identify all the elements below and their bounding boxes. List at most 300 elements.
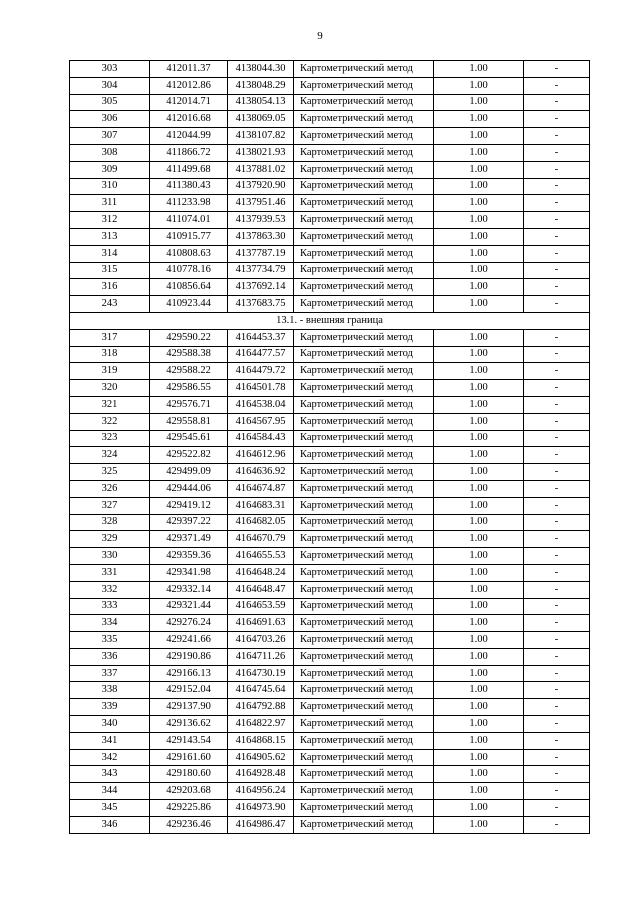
- cell-coord-x: 429180.60: [150, 766, 228, 783]
- cell-method: Картометрический метод: [294, 699, 434, 716]
- cell-coord-y: 4138044.30: [228, 61, 294, 78]
- table-row: [70, 581, 590, 598]
- cell-point-number: 325: [70, 464, 150, 481]
- cell-accuracy: 1.00: [434, 632, 524, 649]
- table-row: [70, 128, 590, 145]
- cell-method: Картометрический метод: [294, 800, 434, 817]
- table-row: [70, 262, 590, 279]
- table-row: [70, 111, 590, 128]
- cell-description: -: [524, 161, 590, 178]
- cell-coord-x: 412044.99: [150, 128, 228, 145]
- cell-description: -: [524, 665, 590, 682]
- cell-description: -: [524, 363, 590, 380]
- cell-method: Картометрический метод: [294, 262, 434, 279]
- cell-point-number: 344: [70, 783, 150, 800]
- cell-method: Картометрический метод: [294, 480, 434, 497]
- cell-method: Картометрический метод: [294, 564, 434, 581]
- cell-point-number: 330: [70, 548, 150, 565]
- table-row: [70, 682, 590, 699]
- table-row: [70, 564, 590, 581]
- cell-coord-x: 429137.90: [150, 699, 228, 716]
- cell-description: -: [524, 682, 590, 699]
- cell-accuracy: 1.00: [434, 363, 524, 380]
- table-row: [70, 480, 590, 497]
- cell-description: -: [524, 783, 590, 800]
- cell-method: Картометрический метод: [294, 682, 434, 699]
- cell-method: Картометрический метод: [294, 749, 434, 766]
- section-heading-row: [70, 312, 590, 329]
- cell-description: -: [524, 447, 590, 464]
- cell-accuracy: 1.00: [434, 94, 524, 111]
- cell-point-number: 313: [70, 228, 150, 245]
- cell-coord-y: 4137734.79: [228, 262, 294, 279]
- cell-coord-x: 429558.81: [150, 413, 228, 430]
- cell-point-number: 329: [70, 531, 150, 548]
- cell-accuracy: 1.00: [434, 396, 524, 413]
- cell-description: -: [524, 380, 590, 397]
- cell-description: -: [524, 346, 590, 363]
- cell-accuracy: 1.00: [434, 665, 524, 682]
- cell-accuracy: 1.00: [434, 581, 524, 598]
- cell-method: Картометрический метод: [294, 128, 434, 145]
- cell-point-number: 346: [70, 816, 150, 833]
- cell-coord-y: 4164822.97: [228, 716, 294, 733]
- cell-method: Картометрический метод: [294, 363, 434, 380]
- cell-point-number: 328: [70, 514, 150, 531]
- cell-method: Картометрический метод: [294, 615, 434, 632]
- cell-method: Картометрический метод: [294, 195, 434, 212]
- cell-method: Картометрический метод: [294, 413, 434, 430]
- cell-method: Картометрический метод: [294, 380, 434, 397]
- cell-coord-y: 4164538.04: [228, 396, 294, 413]
- cell-method: Картометрический метод: [294, 346, 434, 363]
- cell-coord-y: 4137951.46: [228, 195, 294, 212]
- cell-method: Картометрический метод: [294, 94, 434, 111]
- cell-coord-y: 4164501.78: [228, 380, 294, 397]
- cell-coord-x: 429236.46: [150, 816, 228, 833]
- cell-coord-y: 4137692.14: [228, 279, 294, 296]
- cell-accuracy: 1.00: [434, 816, 524, 833]
- cell-coord-y: 4164973.90: [228, 800, 294, 817]
- cell-coord-x: 429576.71: [150, 396, 228, 413]
- table-row: [70, 816, 590, 833]
- cell-point-number: 309: [70, 161, 150, 178]
- cell-coord-y: 4164792.88: [228, 699, 294, 716]
- cell-coord-y: 4164868.15: [228, 732, 294, 749]
- cell-description: -: [524, 245, 590, 262]
- table-row: [70, 195, 590, 212]
- cell-description: -: [524, 514, 590, 531]
- cell-description: -: [524, 195, 590, 212]
- cell-description: -: [524, 111, 590, 128]
- cell-coord-y: 4164956.24: [228, 783, 294, 800]
- cell-coord-x: 429341.98: [150, 564, 228, 581]
- cell-coord-x: 411074.01: [150, 212, 228, 229]
- cell-coord-y: 4164612.96: [228, 447, 294, 464]
- cell-method: Картометрический метод: [294, 548, 434, 565]
- table-row: [70, 783, 590, 800]
- cell-coord-x: 412012.86: [150, 77, 228, 94]
- cell-description: -: [524, 732, 590, 749]
- cell-accuracy: 1.00: [434, 161, 524, 178]
- cell-point-number: 311: [70, 195, 150, 212]
- table-section-heading-group: [70, 312, 590, 329]
- table-row: [70, 363, 590, 380]
- cell-point-number: 318: [70, 346, 150, 363]
- cell-coord-x: 412011.37: [150, 61, 228, 78]
- cell-description: -: [524, 77, 590, 94]
- table-row: [70, 279, 590, 296]
- cell-coord-x: 429444.06: [150, 480, 228, 497]
- cell-point-number: 303: [70, 61, 150, 78]
- cell-point-number: 320: [70, 380, 150, 397]
- table-section-after: [70, 329, 590, 833]
- cell-coord-y: 4138021.93: [228, 144, 294, 161]
- cell-coord-y: 4164711.26: [228, 648, 294, 665]
- cell-accuracy: 1.00: [434, 480, 524, 497]
- cell-accuracy: 1.00: [434, 548, 524, 565]
- cell-coord-y: 4164730.19: [228, 665, 294, 682]
- cell-description: -: [524, 699, 590, 716]
- cell-description: -: [524, 128, 590, 145]
- table-row: [70, 497, 590, 514]
- cell-coord-y: 4138107.82: [228, 128, 294, 145]
- cell-coord-y: 4164648.24: [228, 564, 294, 581]
- cell-method: Картометрический метод: [294, 212, 434, 229]
- table-row: [70, 245, 590, 262]
- section-heading: 13.1. - внешняя граница: [70, 312, 590, 329]
- table-row: [70, 380, 590, 397]
- cell-coord-y: 4164905.62: [228, 749, 294, 766]
- cell-accuracy: 1.00: [434, 77, 524, 94]
- cell-method: Картометрический метод: [294, 178, 434, 195]
- cell-description: -: [524, 430, 590, 447]
- cell-accuracy: 1.00: [434, 783, 524, 800]
- cell-accuracy: 1.00: [434, 615, 524, 632]
- cell-coord-x: 429359.36: [150, 548, 228, 565]
- cell-accuracy: 1.00: [434, 648, 524, 665]
- table-row: [70, 144, 590, 161]
- cell-coord-x: 429225.86: [150, 800, 228, 817]
- cell-coord-y: 4164567.95: [228, 413, 294, 430]
- cell-accuracy: 1.00: [434, 682, 524, 699]
- cell-accuracy: 1.00: [434, 749, 524, 766]
- cell-accuracy: 1.00: [434, 178, 524, 195]
- cell-point-number: 310: [70, 178, 150, 195]
- cell-coord-y: 4164479.72: [228, 363, 294, 380]
- cell-description: -: [524, 648, 590, 665]
- cell-method: Картометрический метод: [294, 430, 434, 447]
- cell-description: -: [524, 749, 590, 766]
- cell-method: Картометрический метод: [294, 61, 434, 78]
- cell-coord-y: 4164477.57: [228, 346, 294, 363]
- cell-point-number: 322: [70, 413, 150, 430]
- cell-coord-x: 411380.43: [150, 178, 228, 195]
- table-row: [70, 413, 590, 430]
- cell-point-number: 314: [70, 245, 150, 262]
- cell-description: -: [524, 464, 590, 481]
- cell-method: Картометрический метод: [294, 111, 434, 128]
- cell-accuracy: 1.00: [434, 329, 524, 346]
- table-row: [70, 329, 590, 346]
- cell-accuracy: 1.00: [434, 195, 524, 212]
- cell-description: -: [524, 480, 590, 497]
- table-row: [70, 800, 590, 817]
- cell-coord-y: 4138069.05: [228, 111, 294, 128]
- cell-description: -: [524, 615, 590, 632]
- cell-description: -: [524, 548, 590, 565]
- cell-coord-y: 4164655.53: [228, 548, 294, 565]
- cell-method: Картометрический метод: [294, 228, 434, 245]
- table-row: [70, 665, 590, 682]
- cell-method: Картометрический метод: [294, 245, 434, 262]
- cell-description: -: [524, 632, 590, 649]
- cell-method: Картометрический метод: [294, 296, 434, 313]
- cell-method: Картометрический метод: [294, 598, 434, 615]
- cell-coord-x: 411499.68: [150, 161, 228, 178]
- cell-coord-x: 411233.98: [150, 195, 228, 212]
- cell-method: Картометрический метод: [294, 447, 434, 464]
- cell-coord-y: 4137787.19: [228, 245, 294, 262]
- cell-coord-y: 4164653.59: [228, 598, 294, 615]
- cell-accuracy: 1.00: [434, 699, 524, 716]
- cell-accuracy: 1.00: [434, 262, 524, 279]
- cell-method: Картометрический метод: [294, 665, 434, 682]
- cell-point-number: 343: [70, 766, 150, 783]
- cell-accuracy: 1.00: [434, 531, 524, 548]
- cell-coord-y: 4164691.63: [228, 615, 294, 632]
- cell-description: -: [524, 228, 590, 245]
- page-number: 9: [317, 30, 323, 42]
- cell-description: -: [524, 262, 590, 279]
- cell-description: -: [524, 178, 590, 195]
- cell-method: Картометрический метод: [294, 464, 434, 481]
- cell-point-number: 342: [70, 749, 150, 766]
- table-row: [70, 447, 590, 464]
- cell-point-number: 305: [70, 94, 150, 111]
- cell-coord-y: 4164928.48: [228, 766, 294, 783]
- cell-coord-x: 429522.82: [150, 447, 228, 464]
- cell-accuracy: 1.00: [434, 128, 524, 145]
- cell-accuracy: 1.00: [434, 430, 524, 447]
- cell-point-number: 323: [70, 430, 150, 447]
- cell-point-number: 315: [70, 262, 150, 279]
- cell-description: -: [524, 531, 590, 548]
- cell-point-number: 339: [70, 699, 150, 716]
- cell-coord-y: 4164682.05: [228, 514, 294, 531]
- cell-coord-x: 412014.71: [150, 94, 228, 111]
- cell-description: -: [524, 329, 590, 346]
- cell-coord-x: 429590.22: [150, 329, 228, 346]
- cell-method: Картометрический метод: [294, 766, 434, 783]
- cell-point-number: 326: [70, 480, 150, 497]
- cell-description: -: [524, 396, 590, 413]
- cell-method: Картометрический метод: [294, 497, 434, 514]
- cell-point-number: 312: [70, 212, 150, 229]
- cell-accuracy: 1.00: [434, 800, 524, 817]
- cell-method: Картометрический метод: [294, 531, 434, 548]
- cell-coord-x: 429166.13: [150, 665, 228, 682]
- table-row: [70, 77, 590, 94]
- cell-method: Картометрический метод: [294, 732, 434, 749]
- cell-coord-x: 429321.44: [150, 598, 228, 615]
- cell-coord-y: 4137683.75: [228, 296, 294, 313]
- cell-description: -: [524, 581, 590, 598]
- table-row: [70, 732, 590, 749]
- table-section-before: [70, 61, 590, 313]
- cell-accuracy: 1.00: [434, 380, 524, 397]
- cell-coord-x: 429588.22: [150, 363, 228, 380]
- table-row: [70, 464, 590, 481]
- cell-method: Картометрический метод: [294, 816, 434, 833]
- cell-coord-y: 4164584.43: [228, 430, 294, 447]
- table-row: [70, 178, 590, 195]
- cell-description: -: [524, 766, 590, 783]
- cell-point-number: 336: [70, 648, 150, 665]
- cell-point-number: 335: [70, 632, 150, 649]
- cell-description: -: [524, 716, 590, 733]
- cell-coord-y: 4137920.90: [228, 178, 294, 195]
- cell-coord-x: 429136.62: [150, 716, 228, 733]
- cell-description: -: [524, 800, 590, 817]
- table-row: [70, 346, 590, 363]
- cell-coord-y: 4164636.92: [228, 464, 294, 481]
- cell-point-number: 324: [70, 447, 150, 464]
- cell-accuracy: 1.00: [434, 564, 524, 581]
- cell-point-number: 316: [70, 279, 150, 296]
- cell-coord-y: 4164670.79: [228, 531, 294, 548]
- cell-coord-x: 429499.09: [150, 464, 228, 481]
- cell-coord-y: 4164453.37: [228, 329, 294, 346]
- cell-point-number: 338: [70, 682, 150, 699]
- cell-coord-y: 4138054.13: [228, 94, 294, 111]
- table-row: [70, 228, 590, 245]
- cell-coord-x: 410778.16: [150, 262, 228, 279]
- cell-method: Картометрический метод: [294, 783, 434, 800]
- cell-method: Картометрический метод: [294, 161, 434, 178]
- cell-description: -: [524, 598, 590, 615]
- cell-coord-x: 410856.64: [150, 279, 228, 296]
- cell-point-number: 332: [70, 581, 150, 598]
- table-row: [70, 648, 590, 665]
- cell-coord-x: 410915.77: [150, 228, 228, 245]
- cell-coord-y: 4164703.26: [228, 632, 294, 649]
- cell-accuracy: 1.00: [434, 212, 524, 229]
- cell-accuracy: 1.00: [434, 111, 524, 128]
- cell-coord-y: 4164745.64: [228, 682, 294, 699]
- cell-method: Картометрический метод: [294, 632, 434, 649]
- cell-accuracy: 1.00: [434, 464, 524, 481]
- cell-coord-x: 429332.14: [150, 581, 228, 598]
- cell-coord-x: 429276.24: [150, 615, 228, 632]
- cell-coord-x: 429203.68: [150, 783, 228, 800]
- table-row: [70, 161, 590, 178]
- cell-coord-x: 429190.86: [150, 648, 228, 665]
- cell-accuracy: 1.00: [434, 766, 524, 783]
- cell-accuracy: 1.00: [434, 497, 524, 514]
- cell-point-number: 306: [70, 111, 150, 128]
- cell-point-number: 341: [70, 732, 150, 749]
- cell-method: Картометрический метод: [294, 514, 434, 531]
- table-row: [70, 296, 590, 313]
- cell-accuracy: 1.00: [434, 245, 524, 262]
- cell-description: -: [524, 144, 590, 161]
- cell-accuracy: 1.00: [434, 514, 524, 531]
- cell-point-number: 345: [70, 800, 150, 817]
- cell-coord-x: 429545.61: [150, 430, 228, 447]
- table-row: [70, 514, 590, 531]
- cell-point-number: 308: [70, 144, 150, 161]
- cell-description: -: [524, 413, 590, 430]
- cell-accuracy: 1.00: [434, 598, 524, 615]
- cell-coord-x: 429152.04: [150, 682, 228, 699]
- table-row: [70, 548, 590, 565]
- cell-accuracy: 1.00: [434, 61, 524, 78]
- cell-coord-x: 412016.68: [150, 111, 228, 128]
- table-row: [70, 430, 590, 447]
- cell-coord-y: 4137881.02: [228, 161, 294, 178]
- cell-description: -: [524, 497, 590, 514]
- table-row: [70, 699, 590, 716]
- cell-coord-x: 429161.60: [150, 749, 228, 766]
- table-row: [70, 598, 590, 615]
- cell-method: Картометрический метод: [294, 396, 434, 413]
- table-row: [70, 396, 590, 413]
- cell-coord-y: 4164648.47: [228, 581, 294, 598]
- cell-coord-x: 429241.66: [150, 632, 228, 649]
- cell-point-number: 317: [70, 329, 150, 346]
- cell-description: -: [524, 564, 590, 581]
- cell-method: Картометрический метод: [294, 648, 434, 665]
- cell-point-number: 321: [70, 396, 150, 413]
- cell-accuracy: 1.00: [434, 144, 524, 161]
- cell-description: -: [524, 94, 590, 111]
- cell-point-number: 307: [70, 128, 150, 145]
- cell-coord-x: 429397.22: [150, 514, 228, 531]
- cell-coord-x: 429588.38: [150, 346, 228, 363]
- cell-point-number: 327: [70, 497, 150, 514]
- cell-coord-x: 429143.54: [150, 732, 228, 749]
- table-row: [70, 61, 590, 78]
- cell-method: Картометрический метод: [294, 144, 434, 161]
- cell-point-number: 331: [70, 564, 150, 581]
- cell-point-number: 334: [70, 615, 150, 632]
- cell-description: -: [524, 279, 590, 296]
- cell-coord-x: 429586.55: [150, 380, 228, 397]
- cell-accuracy: 1.00: [434, 228, 524, 245]
- cell-method: Картометрический метод: [294, 77, 434, 94]
- table-row: [70, 749, 590, 766]
- coordinates-table: [69, 60, 590, 834]
- cell-coord-x: 429371.49: [150, 531, 228, 548]
- cell-point-number: 304: [70, 77, 150, 94]
- cell-coord-y: 4137939.53: [228, 212, 294, 229]
- cell-description: -: [524, 61, 590, 78]
- cell-accuracy: 1.00: [434, 413, 524, 430]
- cell-description: -: [524, 816, 590, 833]
- cell-description: -: [524, 296, 590, 313]
- table-row: [70, 716, 590, 733]
- cell-point-number: 337: [70, 665, 150, 682]
- cell-coord-y: 4164674.87: [228, 480, 294, 497]
- cell-method: Картометрический метод: [294, 329, 434, 346]
- cell-accuracy: 1.00: [434, 716, 524, 733]
- table-row: [70, 212, 590, 229]
- cell-method: Картометрический метод: [294, 279, 434, 296]
- table-row: [70, 766, 590, 783]
- cell-accuracy: 1.00: [434, 296, 524, 313]
- table-row: [70, 531, 590, 548]
